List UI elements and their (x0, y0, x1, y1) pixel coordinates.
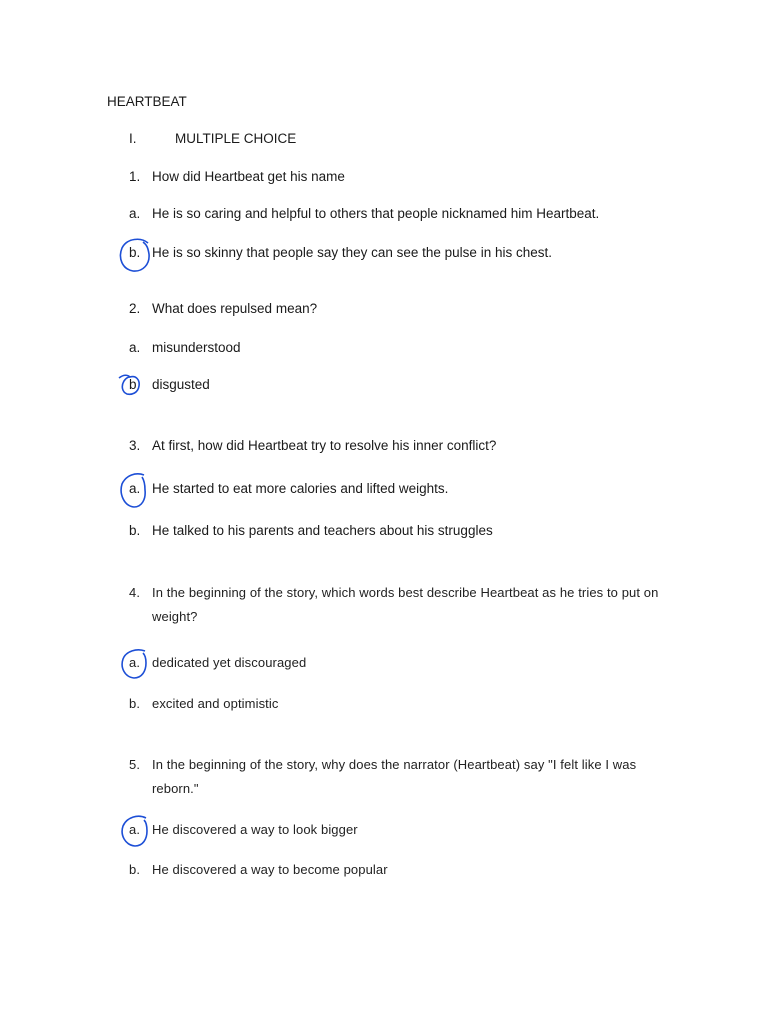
question-text-line-2: weight? (152, 609, 198, 624)
option-letter: b (129, 377, 137, 392)
option-text: He started to eat more calories and lifted weights. (152, 481, 449, 496)
option-letter: a. (129, 481, 141, 496)
question-number: 4. (129, 585, 141, 600)
section-heading: MULTIPLE CHOICE (175, 131, 297, 146)
option-letter: b. (129, 696, 141, 711)
option-letter: b. (129, 862, 141, 877)
question-text-line-1: In the beginning of the story, why does the narrator (Heartbeat) say "I felt like I was (152, 757, 637, 772)
option-text: He discovered a way to look bigger (152, 822, 358, 837)
question-text: What does repulsed mean? (152, 301, 318, 316)
question-text: How did Heartbeat get his name (152, 169, 345, 184)
option-letter: a. (129, 655, 141, 670)
option-text: He talked to his parents and teachers about his struggles (152, 523, 493, 538)
question-text-line-1: In the beginning of the story, which words best describe Heartbeat as he tries to put on (152, 585, 659, 600)
question-number: 1. (129, 169, 141, 184)
option-letter: b. (129, 523, 141, 538)
question-number: 2. (129, 301, 141, 316)
option-text: He is so skinny that people say they can see the pulse in his chest. (152, 245, 552, 260)
option-text: He is so caring and helpful to others that people nicknamed him Heartbeat. (152, 206, 600, 221)
section-numeral: I. (129, 131, 137, 146)
option-letter: b. (129, 245, 141, 260)
option-letter: a. (129, 206, 141, 221)
question-text: At first, how did Heartbeat try to resolve his inner conflict? (152, 438, 497, 453)
option-text: dedicated yet discouraged (152, 655, 307, 670)
option-letter: a. (129, 822, 141, 837)
option-text: He discovered a way to become popular (152, 862, 388, 877)
question-text-line-2: reborn." (152, 781, 199, 796)
option-text: misunderstood (152, 340, 241, 355)
option-text: excited and optimistic (152, 696, 279, 711)
question-number: 3. (129, 438, 141, 453)
option-text: disgusted (152, 377, 210, 392)
page-title: HEARTBEAT (107, 94, 187, 109)
question-number: 5. (129, 757, 141, 772)
option-letter: a. (129, 340, 141, 355)
